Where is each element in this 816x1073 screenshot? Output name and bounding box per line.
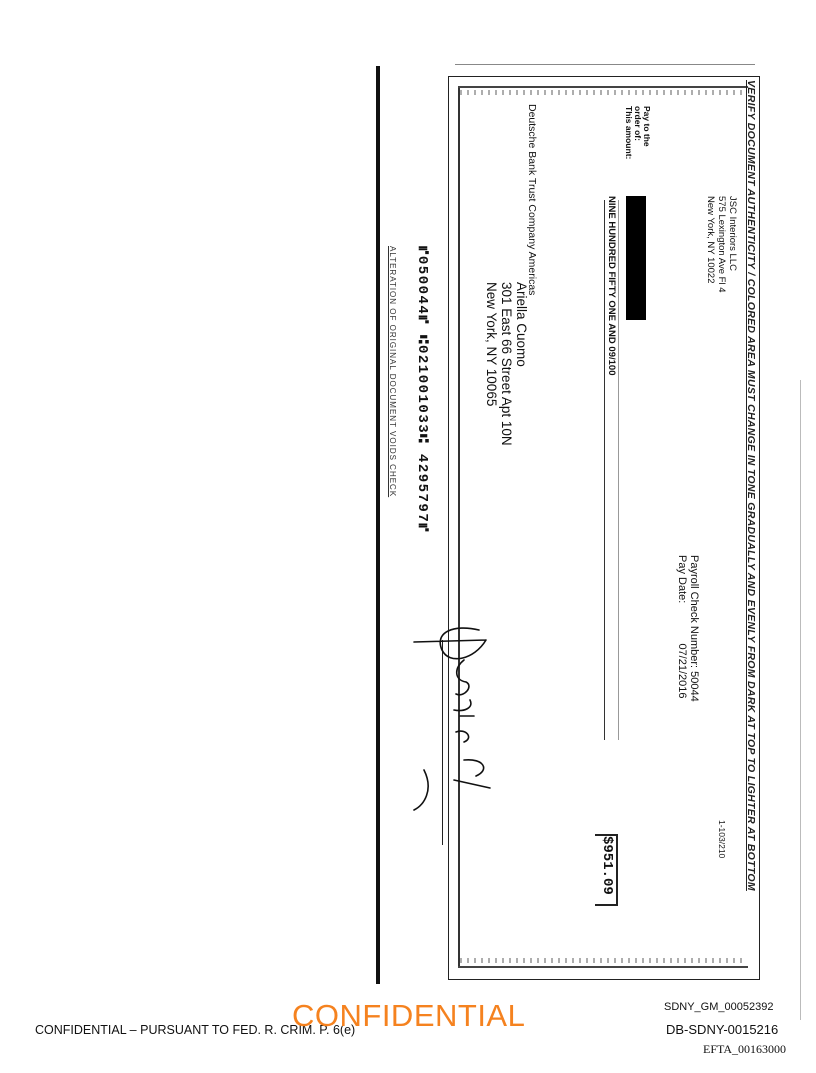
payee-street: 301 East 66 Street Apt 10N [499,282,514,446]
company-city: New York, NY 10022 [705,196,716,284]
check-inner-border-top [458,86,748,88]
company-street: 575 Lexington Ave Fl 4 [716,196,727,293]
payroll-check-number-label: Payroll Check Number: [688,555,700,669]
company-address [705,196,738,292]
pay-date-label: Pay Date: [676,555,688,604]
check-amount: $951.09 [599,836,615,895]
check-dot-band-top [460,90,745,95]
amount-in-words: NINE HUNDRED FIFTY ONE AND 09/100 [606,196,617,376]
scan-edge-rule [800,380,801,1020]
routing-fraction: 1-103/210 [717,820,727,859]
redaction-box [626,196,646,320]
top-scan-line [455,64,755,66]
micr-line: ⑈050044⑈ ⑆021001033⑆ 4295797⑈ [414,246,430,534]
payee-address [484,282,529,446]
scan-border-rule [376,66,380,984]
micr-noise-text: ALTERATION OF ORIGINAL DOCUMENT VOIDS CHECK [388,246,397,498]
payroll-check-number-row [688,555,700,702]
signature [394,620,504,820]
amount-line-secondary [618,200,619,740]
db-sdny-bates: DB-SDNY-0015216 [666,1022,779,1037]
payroll-check-number: 50044 [688,671,700,702]
payee-city: New York, NY 10065 [484,282,499,407]
check-dot-band-bottom [460,958,745,963]
amount-line [604,200,605,740]
efta-bates: EFTA_00163000 [703,1042,787,1056]
sdny-gm-bates: SDNY_GM_00052392 [664,1001,774,1013]
check-inner-border [458,88,460,968]
this-amount-label: This amount: [624,106,634,160]
confidential-watermark: CONFIDENTIAL [292,998,526,1033]
pay-date-row [676,555,688,699]
confidential-notice: CONFIDENTIAL – PURSUANT TO FED. R. CRIM. P. 6(e) [35,1023,356,1037]
bank-name: Deutsche Bank Trust Company Americas [526,104,538,296]
security-band-text: VERIFY DOCUMENT AUTHENTICITY / COLORED AREA MUST CHANGE IN TONE GRADUALLY AND EVENLY FROM DARK AT TOP TO LIGHTER AT BOTTOM [745,80,757,891]
pay-to-label: Pay to the order of: [633,106,652,147]
amount-box-bottom [595,904,617,906]
payee-name: Ariella Cuomo [514,282,529,367]
check-inner-border-bottom [458,966,748,968]
amount-box-right [616,834,618,906]
pay-date: 07/21/2016 [676,643,688,699]
company-name: JSC Interiors LLC [727,196,738,271]
